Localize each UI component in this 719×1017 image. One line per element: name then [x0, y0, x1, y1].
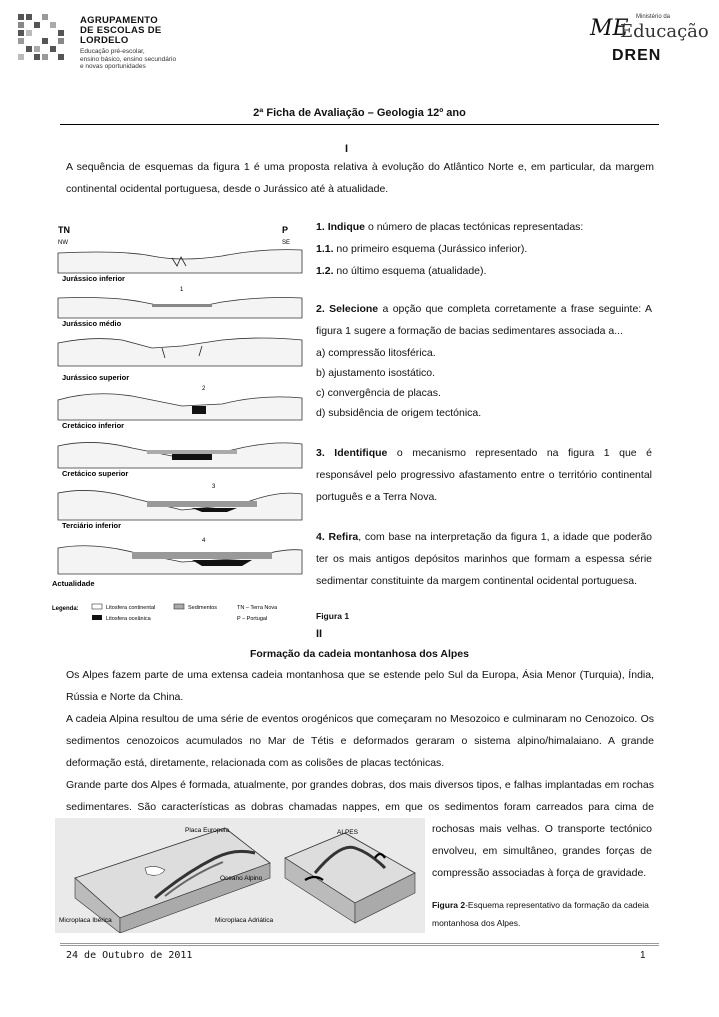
stage-label-7: Actualidade — [52, 579, 95, 588]
stage-label-4: Cretácico inferior — [62, 421, 125, 430]
stage-label-2: Jurássico médio — [62, 319, 122, 328]
section-2-paragraph-3a: Grande parte dos Alpes é formada, atualmente, por grandes dobras, dos mais diversos tipos, e falhas implantadas em rochas sedimentares. São características as dobras chamadas nappes, em que os sedimentos foram carreados para cima de — [66, 779, 654, 813]
stage-2-schematic — [58, 287, 302, 318]
school-name: AGRUPAMENTO DE ESCOLAS DE LORDELO — [80, 15, 162, 46]
legend-tn: TN – Terra Nova — [237, 605, 278, 611]
footer-date: 24 de Outubro de 2011 — [66, 950, 193, 961]
title-divider — [60, 124, 659, 125]
page-number: 1 — [640, 950, 646, 961]
label-nw: NW — [58, 240, 68, 246]
school-logo-icon — [18, 14, 68, 64]
mark-2: 2 — [202, 386, 206, 392]
stage-6-schematic — [58, 484, 302, 520]
stage-label-1: Jurássico inferior — [62, 274, 125, 283]
label-placa-europeia: Placa Europeia — [185, 827, 230, 834]
legend-p: P – Portugal — [237, 616, 268, 622]
page-title: 2ª Ficha de Avaliação – Geologia 12º ano — [253, 107, 466, 119]
school-subtitle: Educação pré-escolar, ensino básico, ensino secundário e novas oportunidades — [80, 48, 177, 70]
stage-label-3: Jurássico superior — [62, 373, 130, 382]
question-2-option-b: b) ajustamento isostático. — [316, 367, 436, 379]
question-1-1: 1.1. no primeiro esquema (Jurássico inferior). — [316, 243, 528, 255]
stage-label-5: Cretácico superior — [62, 469, 129, 478]
stage-label-6: Terciário inferior — [62, 521, 122, 530]
question-3: 3. Identifique o mecanismo representado na figura 1 que é responsável pelo progressivo afastamento entre o território continental português e a Terra Nova. — [316, 447, 652, 503]
dren-logo: DREN — [612, 47, 662, 64]
legend-oceanic: Litosfera oceânica — [106, 616, 151, 622]
figure-1-diagram — [52, 218, 314, 628]
section-1-intro: A sequência de esquemas da figura 1 é uma proposta relativa à evolução do Atlântico Norte e, em particular, da margem continental ocidental portuguesa, desde o Jurássico até à atualidade. — [66, 161, 654, 195]
section-2-paragraph-3b: rochosas mais velhas. O transporte tectónico envolveu, em simultâneo, grandes forças de compressão associadas à força de gravidade. — [432, 823, 652, 879]
question-1: 1. Indique o número de placas tectónicas representadas: — [316, 221, 584, 233]
ministry-mark-icon: ME — [590, 16, 629, 41]
ministry-label: Ministério da — [636, 14, 671, 20]
section-1-number: I — [345, 143, 349, 155]
section-2-number: II — [316, 628, 323, 640]
stage-3-schematic — [58, 338, 302, 366]
figure-1-caption: Figura 1 — [316, 611, 350, 621]
section-2-paragraph-2: A cadeia Alpina resultou de uma série de eventos orogénicos que começaram no Mesozoico e culminaram no Cenozoico. Os sedimentos cenozoicos acumulados no Mar de Tétis e deformados geraram o sistema alpino/himalaiano. A grande deformação está, diretamente, relacionada com as colisões de placas tectónicas. — [66, 713, 654, 769]
section-2-paragraph-1: Os Alpes fazem parte de uma extensa cadeia montanhosa que se estende pelo Sul da Europa, Ásia Menor (Turquia), Índia, Rússia e Norte da China. — [66, 669, 654, 703]
label-microplaca-iberica: Microplaca Ibérica — [59, 917, 112, 924]
label-microplaca-adriatica: Microplaca Adriática — [215, 917, 274, 924]
question-4: 4. Refira, com base na interpretação da figura 1, a idade que poderão ter os mais antigos depósitos marinhos que formam a espessa série sedimentar constituinte da margem continental ocidental portuguesa. — [316, 531, 652, 587]
legend-sediments: Sedimentos — [188, 605, 218, 611]
stage-1-schematic — [58, 250, 302, 273]
figure-2-diagram — [55, 818, 425, 933]
question-2: 2. Selecione a opção que completa corretamente a frase seguinte: A figura 1 sugere a formação de bacias sedimentares associada a... — [316, 303, 652, 337]
label-tn: TN — [58, 225, 70, 235]
question-1-2: 1.2. no último esquema (atualidade). — [316, 265, 487, 277]
ministry-name: Educação — [620, 21, 709, 42]
label-alpes: ALPES — [337, 829, 358, 836]
label-oceano-alpino: Oceano Alpino — [220, 875, 263, 882]
mark-3: 3 — [212, 484, 216, 490]
figure-2-caption: Figura 2-Esquema representativo da formação da cadeia montanhosa dos Alpes. — [432, 900, 649, 928]
stage-5-schematic — [58, 442, 302, 468]
label-p: P — [282, 225, 289, 235]
legend-continental: Litosfera continental — [106, 605, 156, 611]
legend-title: Legenda: — [52, 606, 79, 612]
mark-1: 1 — [180, 287, 184, 293]
section-2-heading: Formação da cadeia montanhosa dos Alpes — [249, 648, 469, 660]
mark-4: 4 — [202, 538, 206, 544]
label-se: SE — [282, 240, 291, 246]
stage-7-schematic — [58, 538, 302, 574]
stage-4-schematic — [58, 386, 302, 420]
question-2-option-a: a) compressão litosférica. — [316, 347, 436, 359]
question-2-option-c: c) convergência de placas. — [316, 387, 441, 399]
footer-divider — [60, 943, 659, 946]
question-2-option-d: d) subsidência de origem tectónica. — [316, 407, 482, 419]
